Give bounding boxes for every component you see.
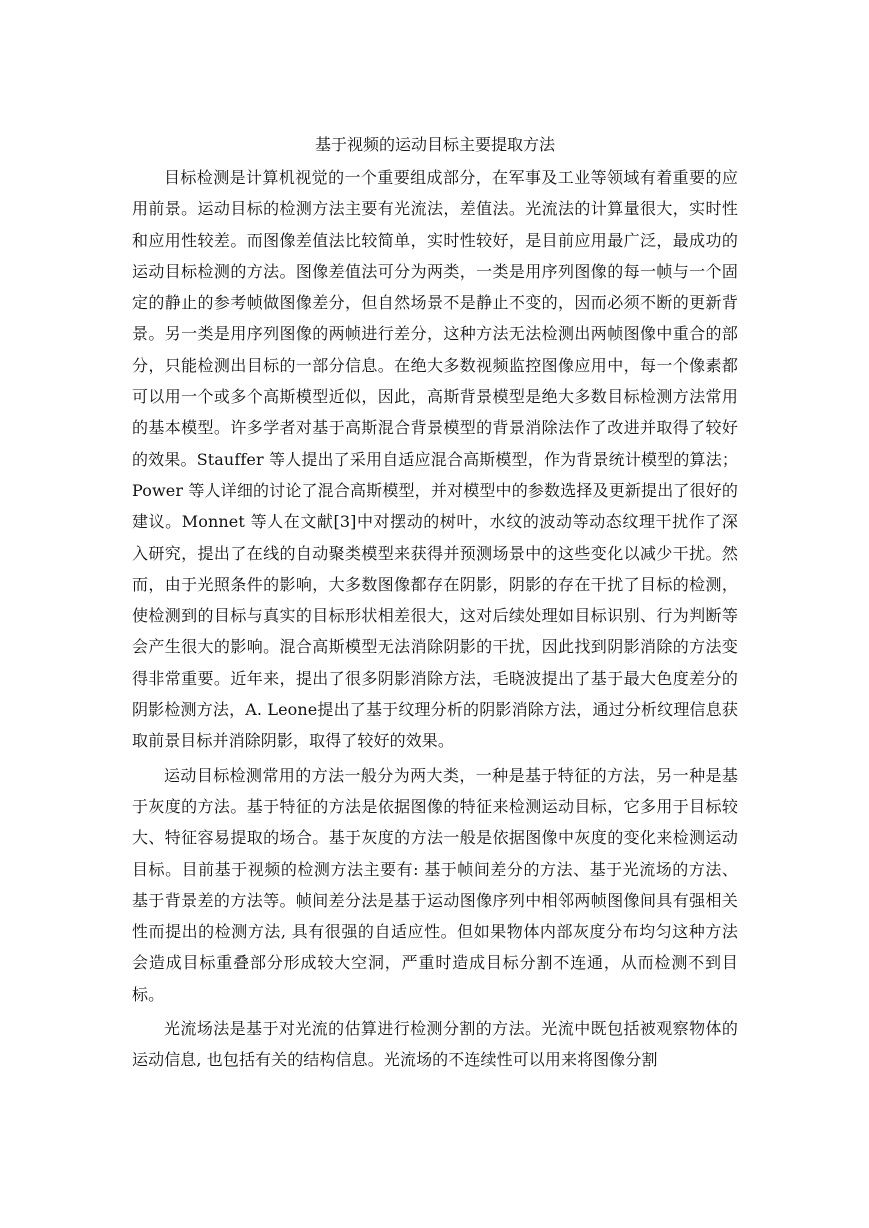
paragraph-target-detection: 目标检测是计算机视觉的一个重要组成部分，在军事及工业等领域有着重要的应用前景。运动目标的检测方法主要有光流法，差值法。光流法的计算量很大，实时性和应用性较差。而图像差值法比较简单，实时性较好，是目前应用最广泛，最成功的运动目标检测的方法。图像差值法可分为两类，一类是用序列图像的每一帧与一个固定的静止的参考帧做图像差分，但自然场景不是静止不变的，因而必须不断的更新背景。另一类是用序列图像的两帧进行差分，这种方法无法检测出两帧图像中重合的部分，只能检测出目标的一部分信息。在绝大多数视频监控图像应用中，每一个像素都可以用一个或多个高斯模型近似，因此，高斯背景模型是绝大多数目标检测方法常用的基本模型。许多学者对基于高斯混合背景模型的背景消除法作了改进并取得了较好的效果。Stauffer 等人提出了采用自适应混合高斯模型，作为背景统计模型的算法；Power 等人详细的讨论了混合高斯模型，并对模型中的参数选择及更新提出了很好的建议。Monnet 等人在文献[3]中对摆动的树叶，水纹的波动等动态纹理干扰作了深入研究，提出了在线的自动聚类模型来获得并预测场景中的这些变化以减少干扰。然而，由于光照条件的影响，大多数图像都存在阴影，阴影的存在干扰了目标的检测，使检测到的目标与真实的目标形状相差很大，这对后续处理如目标识别、行为判断等会产生很大的影响。混合高斯模型无法消除阴影的干扰，因此找到阴影消除的方法变得非常重要。近年来，提出了很多阴影消除方法，毛晓波提出了基于最大色度差分的阴影检测方法，A. Leone提出了基于纹理分析的阴影消除方法，通过分析纹理信息获取前景目标并消除阴影，取得了较好的效果。 [132, 168, 738, 751]
paragraph-optical-flow: 光流场法是基于对光流的估算进行检测分割的方法。光流中既包括被观察物体的运动信息, 也包括有关的结构信息。光流场的不连续性可以用来将图像分割 [132, 1019, 738, 1070]
document-page [132, 132, 738, 1076]
paragraph-detection-methods: 运动目标检测常用的方法一般分为两大类，一种是基于特征的方法，另一种是基于灰度的方法。基于特征的方法是依据图像的特征来检测运动目标，它多用于目标较大、特征容易提取的场合。基于灰度的方法一般是依据图像中灰度的变化来检测运动目标。目前基于视频的检测方法主要有: 基于帧间差分的方法、基于光流场的方法、基于背景差的方法等。帧间差分法是基于运动图像序列中相邻两帧图像间具有强相关性而提出的检测方法, 具有很强的自适应性。但如果物体内部灰度分布均匀这种方法会造成目标重叠部分形成较大空洞，严重时造成目标分割不连通，从而检测不到目标。 [132, 765, 738, 1004]
document-title: 基于视频的运动目标主要提取方法 [314, 135, 555, 154]
